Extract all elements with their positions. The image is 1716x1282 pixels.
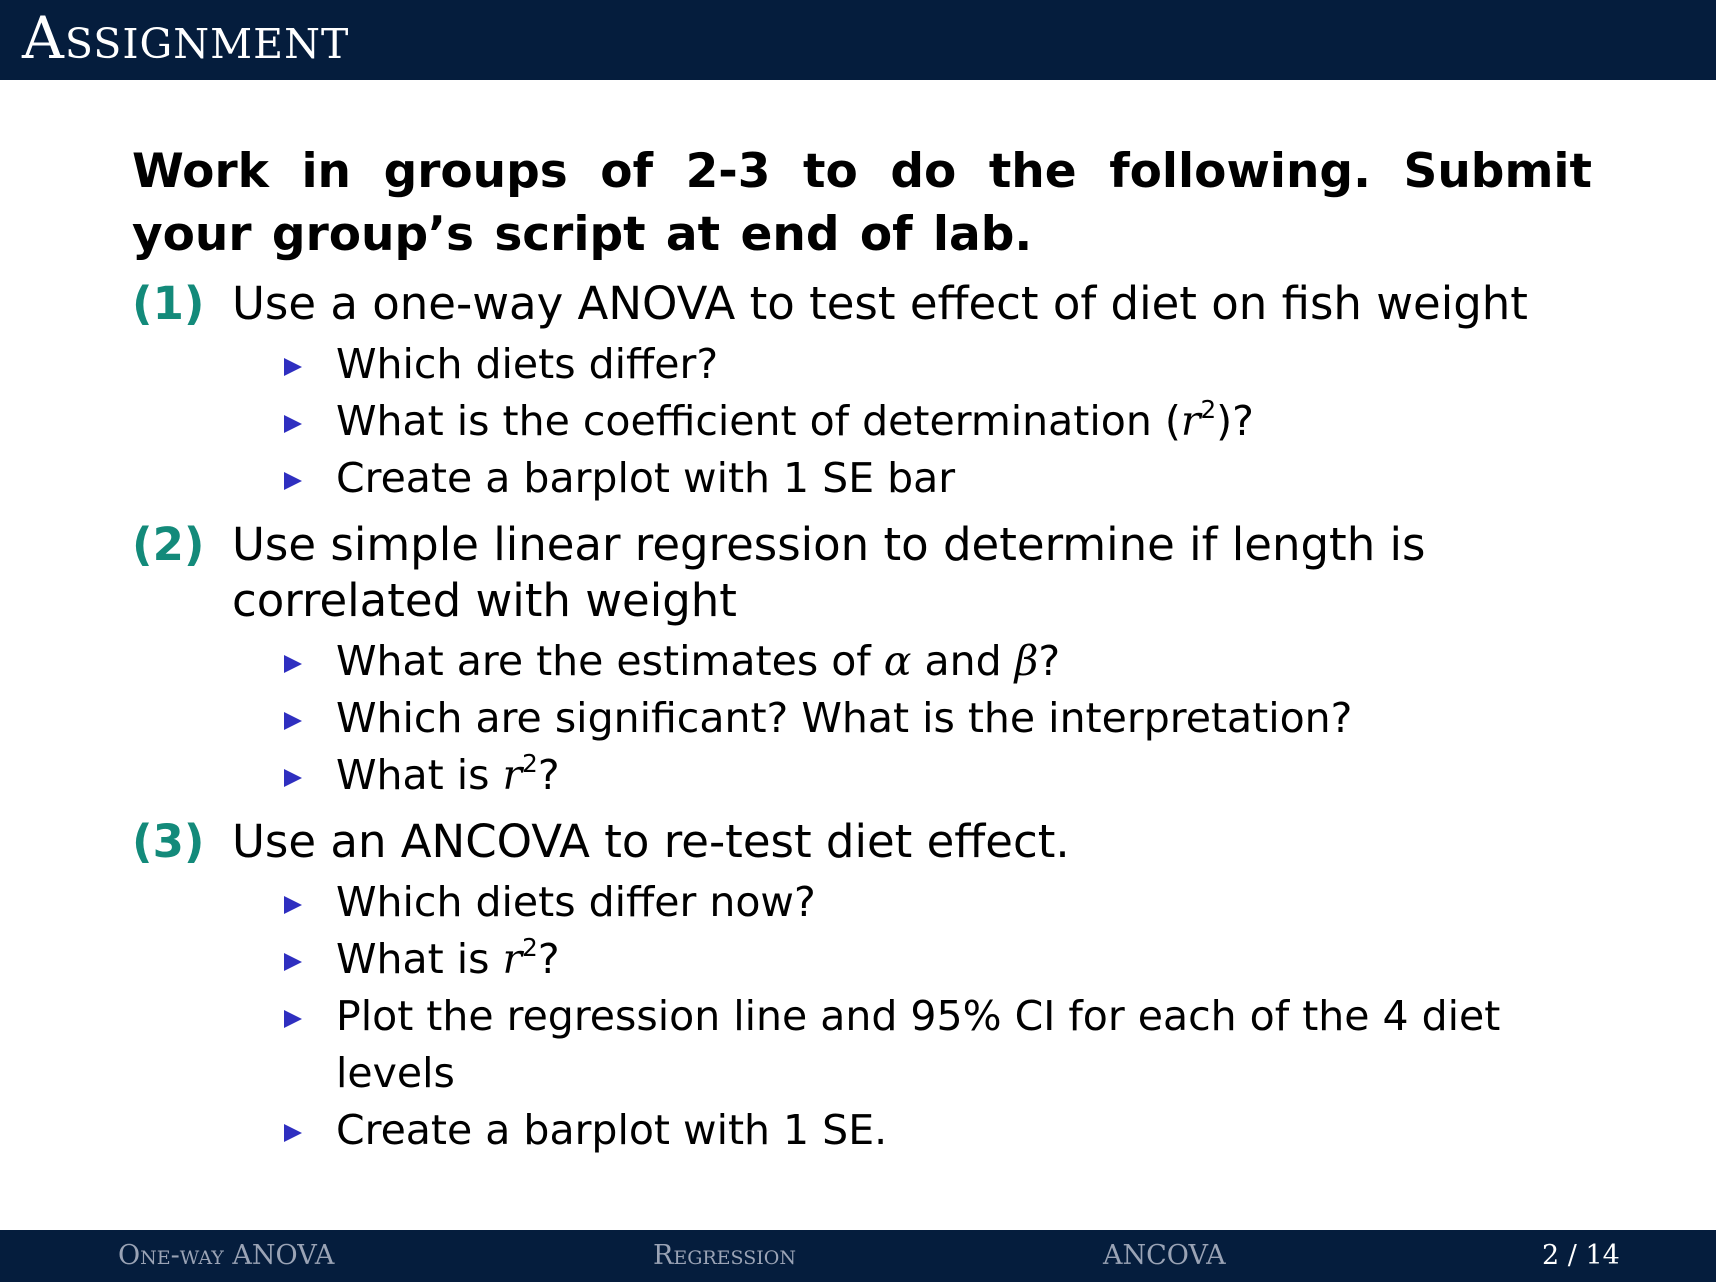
list-item: [132, 814, 1592, 1159]
bullet-arrow-icon: [284, 712, 302, 730]
bullet-arrow-icon: [284, 1010, 302, 1028]
sub-item: Which are significant? What is the interpretation?: [336, 690, 1592, 747]
bullet-arrow-icon: [284, 769, 302, 787]
item-text: Use simple linear regression to determine if length is correlated with weight: [232, 518, 1426, 627]
footer-section-anova[interactable]: One-way ANOVA: [118, 1240, 335, 1271]
page-number: 2 / 14: [1542, 1240, 1620, 1271]
item-number: (2): [132, 518, 205, 571]
bullet-arrow-icon: [284, 655, 302, 673]
sub-list: [232, 336, 1592, 507]
sub-list: [232, 633, 1592, 804]
sub-list: [232, 874, 1592, 1159]
bullet-arrow-icon: [284, 472, 302, 490]
intro-text: Work in groups of 2-3 to do the following. Submit your group’s script at end of lab.: [132, 144, 1592, 262]
footer-section-regression[interactable]: Regression: [653, 1240, 796, 1271]
bullet-arrow-icon: [284, 953, 302, 971]
sub-item: What is the coefficient of determination $(r^2)$?: [336, 393, 1592, 450]
sub-item: Which diets differ now?: [336, 874, 1592, 931]
bullet-arrow-icon: [284, 415, 302, 433]
footer-section-ancova[interactable]: ANCOVA: [1103, 1240, 1226, 1271]
sub-item: Create a barplot with 1 SE.: [336, 1102, 1592, 1159]
bullet-arrow-icon: [284, 358, 302, 376]
sub-item: Which diets differ?: [336, 336, 1592, 393]
sub-item: Create a barplot with 1 SE bar: [336, 450, 1592, 507]
bullet-arrow-icon: [284, 1124, 302, 1142]
slide-title: Assignment: [22, 4, 350, 72]
sub-item: Plot the regression line and 95% CI for each of the 4 diet levels: [336, 988, 1592, 1102]
item-text: Use an ANCOVA to re-test diet effect.: [232, 815, 1070, 868]
slide-content: [132, 140, 1592, 1169]
list-item: [132, 276, 1592, 507]
footer-bar: [0, 1230, 1716, 1282]
sub-item: What is $r^2$?: [336, 747, 1592, 804]
sub-item: What is $r^2$?: [336, 931, 1592, 988]
sub-item: What are the estimates of α and β?: [336, 633, 1592, 690]
title-bar: [0, 0, 1716, 80]
item-number: (3): [132, 815, 205, 868]
bullet-arrow-icon: [284, 896, 302, 914]
item-text: Use a one-way ANOVA to test effect of diet on fish weight: [232, 277, 1528, 330]
item-number: (1): [132, 277, 205, 330]
list-item: [132, 517, 1592, 804]
